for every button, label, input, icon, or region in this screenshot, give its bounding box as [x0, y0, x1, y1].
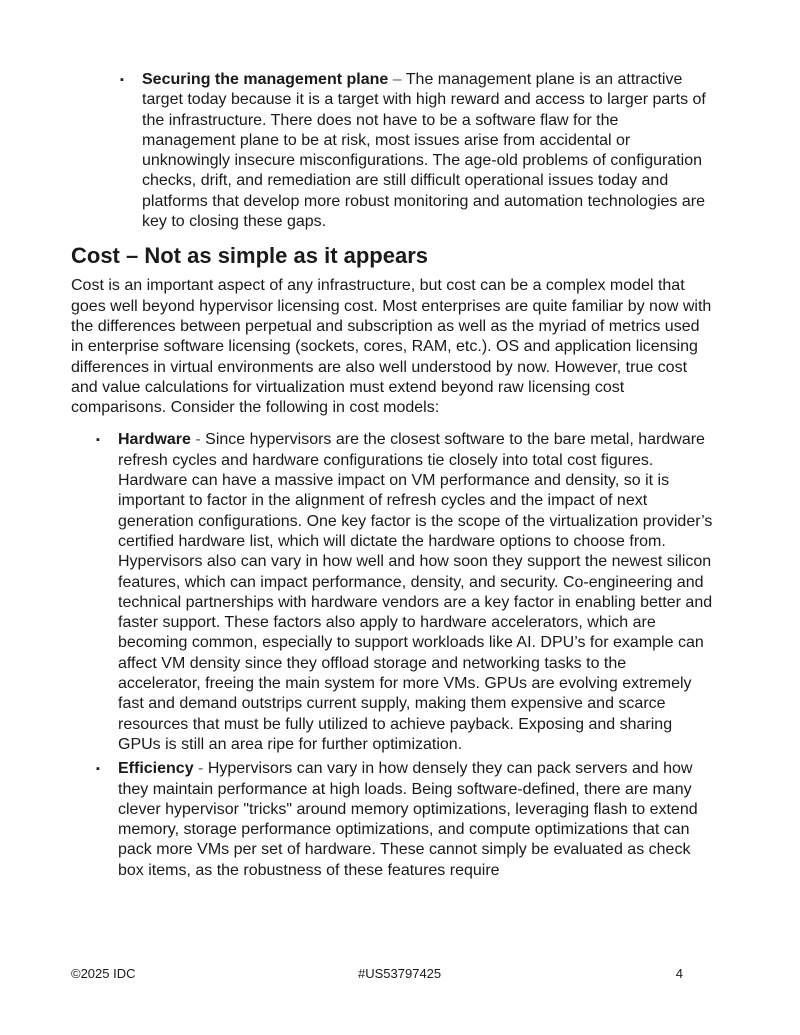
bullet-separator: - — [193, 760, 208, 778]
top-bullet-list — [120, 70, 713, 232]
cost-bullet-list — [96, 430, 713, 881]
bullet-term: Securing the management plane — [142, 71, 389, 88]
bullet-text: The management plane is an attractive target today because it is a target with high reward and access to larger parts of the infrastructure. There does not have to be a software flaw for the management plane to be at risk, most issues arise from accidental or unknowingly insecure misconfigurations. The age-old problems of configuration checks, drift, and remediation are still difficult operational issues today and platforms that develop more robust monitoring and automation technologies are key to closing these gaps. — [142, 71, 706, 231]
bullet-text: Hypervisors can vary in how densely they can pack servers and how they maintain performance at high loads. Being software-defined, there are many clever hypervisor "tricks" around memory optimizations, leveraging flash to extend memory, storage performance optimizations, and compute optimizations that can pack more VMs per set of hardware. These cannot simply be evaluated as check box items, as the robustness of these features require — [118, 760, 698, 879]
footer-page-number: 4 — [675, 966, 683, 981]
footer-copyright: ©2025 IDC — [71, 966, 136, 981]
section-intro-paragraph: Cost is an important aspect of any infrastructure, but cost can be a complex model that goes well beyond hypervisor licensing cost. Most enterprises are quite familiar by now with the differences between perpetual and subscription as well as the myriad of metrics used in enterprise software licensing (sockets, cores, RAM, etc.). OS and application licensing differences in virtual environments are also well understood by now. However, true cost and value calculations for virtualization must extend beyond raw licensing cost comparisons. Consider the following in cost models: — [71, 277, 712, 417]
bullet-separator: – — [388, 71, 406, 88]
list-item-efficiency — [96, 759, 713, 881]
list-item-hardware — [96, 430, 713, 755]
list-item-management-plane — [120, 70, 713, 232]
bullet-text: Since hypervisors are the closest software to the bare metal, hardware refresh cycles and hardware configurations tie closely into total cost figures. Hardware can have a massive impact on VM performance and density, so it is important to factor in the alignment of refresh cycles and the impact of next generation configurations. One key factor is the scope of the virtualization provider’s certified hardware list, which will dictate the hardware options to choose from. Hypervisors also can vary in how well and how soon they support the newest silicon features, which can impact performance, density, and security. Co-engineering and technical partnerships with hardware vendors are a key factor in enabling better and faster support. These factors also apply to hardware accelerators, which are becoming common, especially to support workloads like AI. DPU’s for example can affect VM density since they offload storage and networking tasks to the accelerator, freeing the main system for more VMs. GPUs are evolving extremely fast and demand outstrips current supply, making them expensive and scarce resources that must be fully utilized to achieve payback. Exposing and sharing GPUs is still an area ripe for further optimization. — [118, 431, 713, 753]
square-bullet-icon: ▪ — [96, 763, 100, 776]
bullet-term: Efficiency — [118, 760, 194, 778]
bullet-separator: - — [190, 431, 206, 449]
square-bullet-icon: ▪ — [96, 434, 100, 447]
bullet-term: Hardware — [118, 431, 191, 449]
section-heading: Cost – Not as simple as it appears — [71, 243, 429, 269]
page-content — [71, 70, 713, 881]
footer-document-id: #US53797425 — [358, 966, 442, 981]
square-bullet-icon: ▪ — [120, 74, 124, 86]
